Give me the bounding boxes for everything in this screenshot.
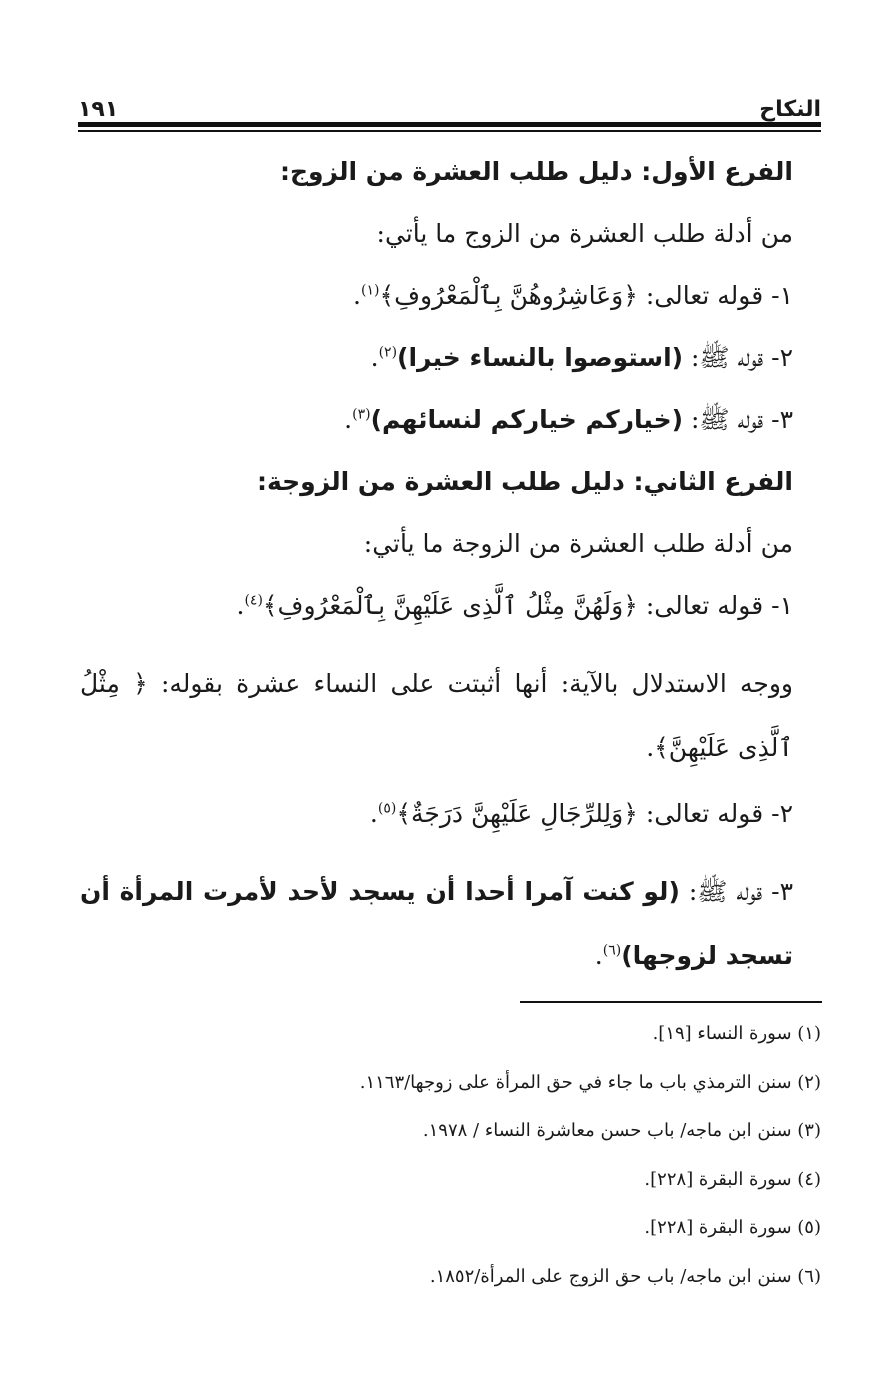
header-rule-thin (78, 130, 821, 132)
page-number: ١٩١ (78, 97, 119, 122)
hadith-quote: (استوصوا بالنساء خيرا) (397, 343, 684, 372)
footnote-separator (520, 1001, 822, 1003)
footnote-ref[interactable]: (٤) (244, 592, 263, 609)
evidence-item: ٣- قوله ﷺ: (خياركم خياركم لنسائهم)$^{(٣)}$. (344, 405, 793, 434)
footnote-ref[interactable]: (٣) (352, 406, 371, 423)
footnotes (80, 1022, 821, 1313)
intro-paragraph-husband: من أدلة طلب العشرة من الزوج ما يأتي: (376, 219, 793, 248)
intro-paragraph-wife: من أدلة طلب العشرة من الزوجة ما يأتي: (363, 529, 793, 558)
footnote-item: (٣) سنن ابن ماجه/ باب حسن معاشرة النساء / ١٩٧٨. (422, 1120, 821, 1141)
header-rule-thick (78, 122, 821, 127)
evidence-item: ٣- قوله ﷺ: (لو كنت آمرا أحدا أن يسجد لأحد لأمرت المرأة أن تسجد لزوجها)$^{(٦)}$. (80, 877, 793, 970)
quran-quote: ﴿وَلِلرِّجَالِ عَلَيْهِنَّ دَرَجَةٌ﴾ (396, 799, 638, 828)
hadith-quote: (خياركم خياركم لنسائهم) (370, 405, 684, 434)
item-lead: ١- قوله تعالى: (637, 281, 793, 310)
item-lead: ٣- قوله ﷺ: (683, 405, 793, 434)
evidence-item: ١- قوله تعالى: ﴿وَلَهُنَّ مِثْلُ ٱلَّذِى عَلَيْهِنَّ بِٱلْمَعْرُوفِ﴾$^{(٤)}$. (236, 591, 793, 620)
footnote-item: (٢) سنن الترمذي باب ما جاء في حق المرأة على زوجها/١١٦٣. (359, 1071, 821, 1093)
section-heading-husband: الفرع الأول: دليل طلب العشرة من الزوج: (279, 157, 793, 186)
chapter-title: النكاح (759, 97, 821, 122)
inference-paragraph: ووجه الاستدلال بالآية: أنها أثبتت على النساء عشرة بقوله: ﴿ مِثْلُ ٱلَّذِى عَلَيْهِنَّ﴾. (80, 669, 793, 762)
footnote-ref[interactable]: (٢) (378, 344, 398, 361)
footnote-item: (٥) سورة البقرة [٢٢٨]. (644, 1217, 821, 1238)
item-lead: ٢- قوله ﷺ: (683, 343, 793, 372)
footnote-item: (١) سورة النساء [١٩]. (652, 1023, 821, 1044)
quran-quote: ﴿وَعَاشِرُوهُنَّ بِٱلْمَعْرُوفِ﴾ (379, 281, 638, 310)
evidence-item: ٢- قوله ﷺ: (استوصوا بالنساء خيرا)$^{(٢)}$. (370, 343, 793, 372)
evidence-item: ١- قوله تعالى: ﴿وَعَاشِرُوهُنَّ بِٱلْمَعْرُوفِ﴾$^{(١)}$. (353, 281, 793, 310)
quran-quote: ﴿وَلَهُنَّ مِثْلُ ٱلَّذِى عَلَيْهِنَّ بِٱلْمَعْرُوفِ﴾ (262, 591, 638, 620)
footnote-ref[interactable]: (١) (361, 282, 380, 299)
evidence-item: ٢- قوله تعالى: ﴿وَلِلرِّجَالِ عَلَيْهِنَّ دَرَجَةٌ﴾$^{(٥)}$. (369, 799, 793, 828)
main-text (80, 156, 793, 1006)
hadith-quote: (لو كنت آمرا أحدا أن يسجد لأحد لأمرت المرأة أن تسجد لزوجها) (80, 877, 793, 970)
item-lead: ٣- قوله ﷺ: (679, 877, 793, 906)
footnote-item: (٦) سنن ابن ماجه/ باب حق الزوج على المرأة/١٨٥٢. (429, 1265, 821, 1287)
footnote-ref[interactable]: (٦) (602, 942, 622, 959)
item-lead: ١- قوله تعالى: (637, 591, 793, 620)
section-heading-wife: الفرع الثاني: دليل طلب العشرة من الزوجة: (257, 467, 793, 496)
item-lead: ٢- قوله تعالى: (637, 799, 793, 828)
running-header (78, 86, 821, 122)
footnote-ref[interactable]: (٥) (377, 800, 397, 817)
footnote-item: (٤) سورة البقرة [٢٢٨]. (644, 1168, 821, 1190)
